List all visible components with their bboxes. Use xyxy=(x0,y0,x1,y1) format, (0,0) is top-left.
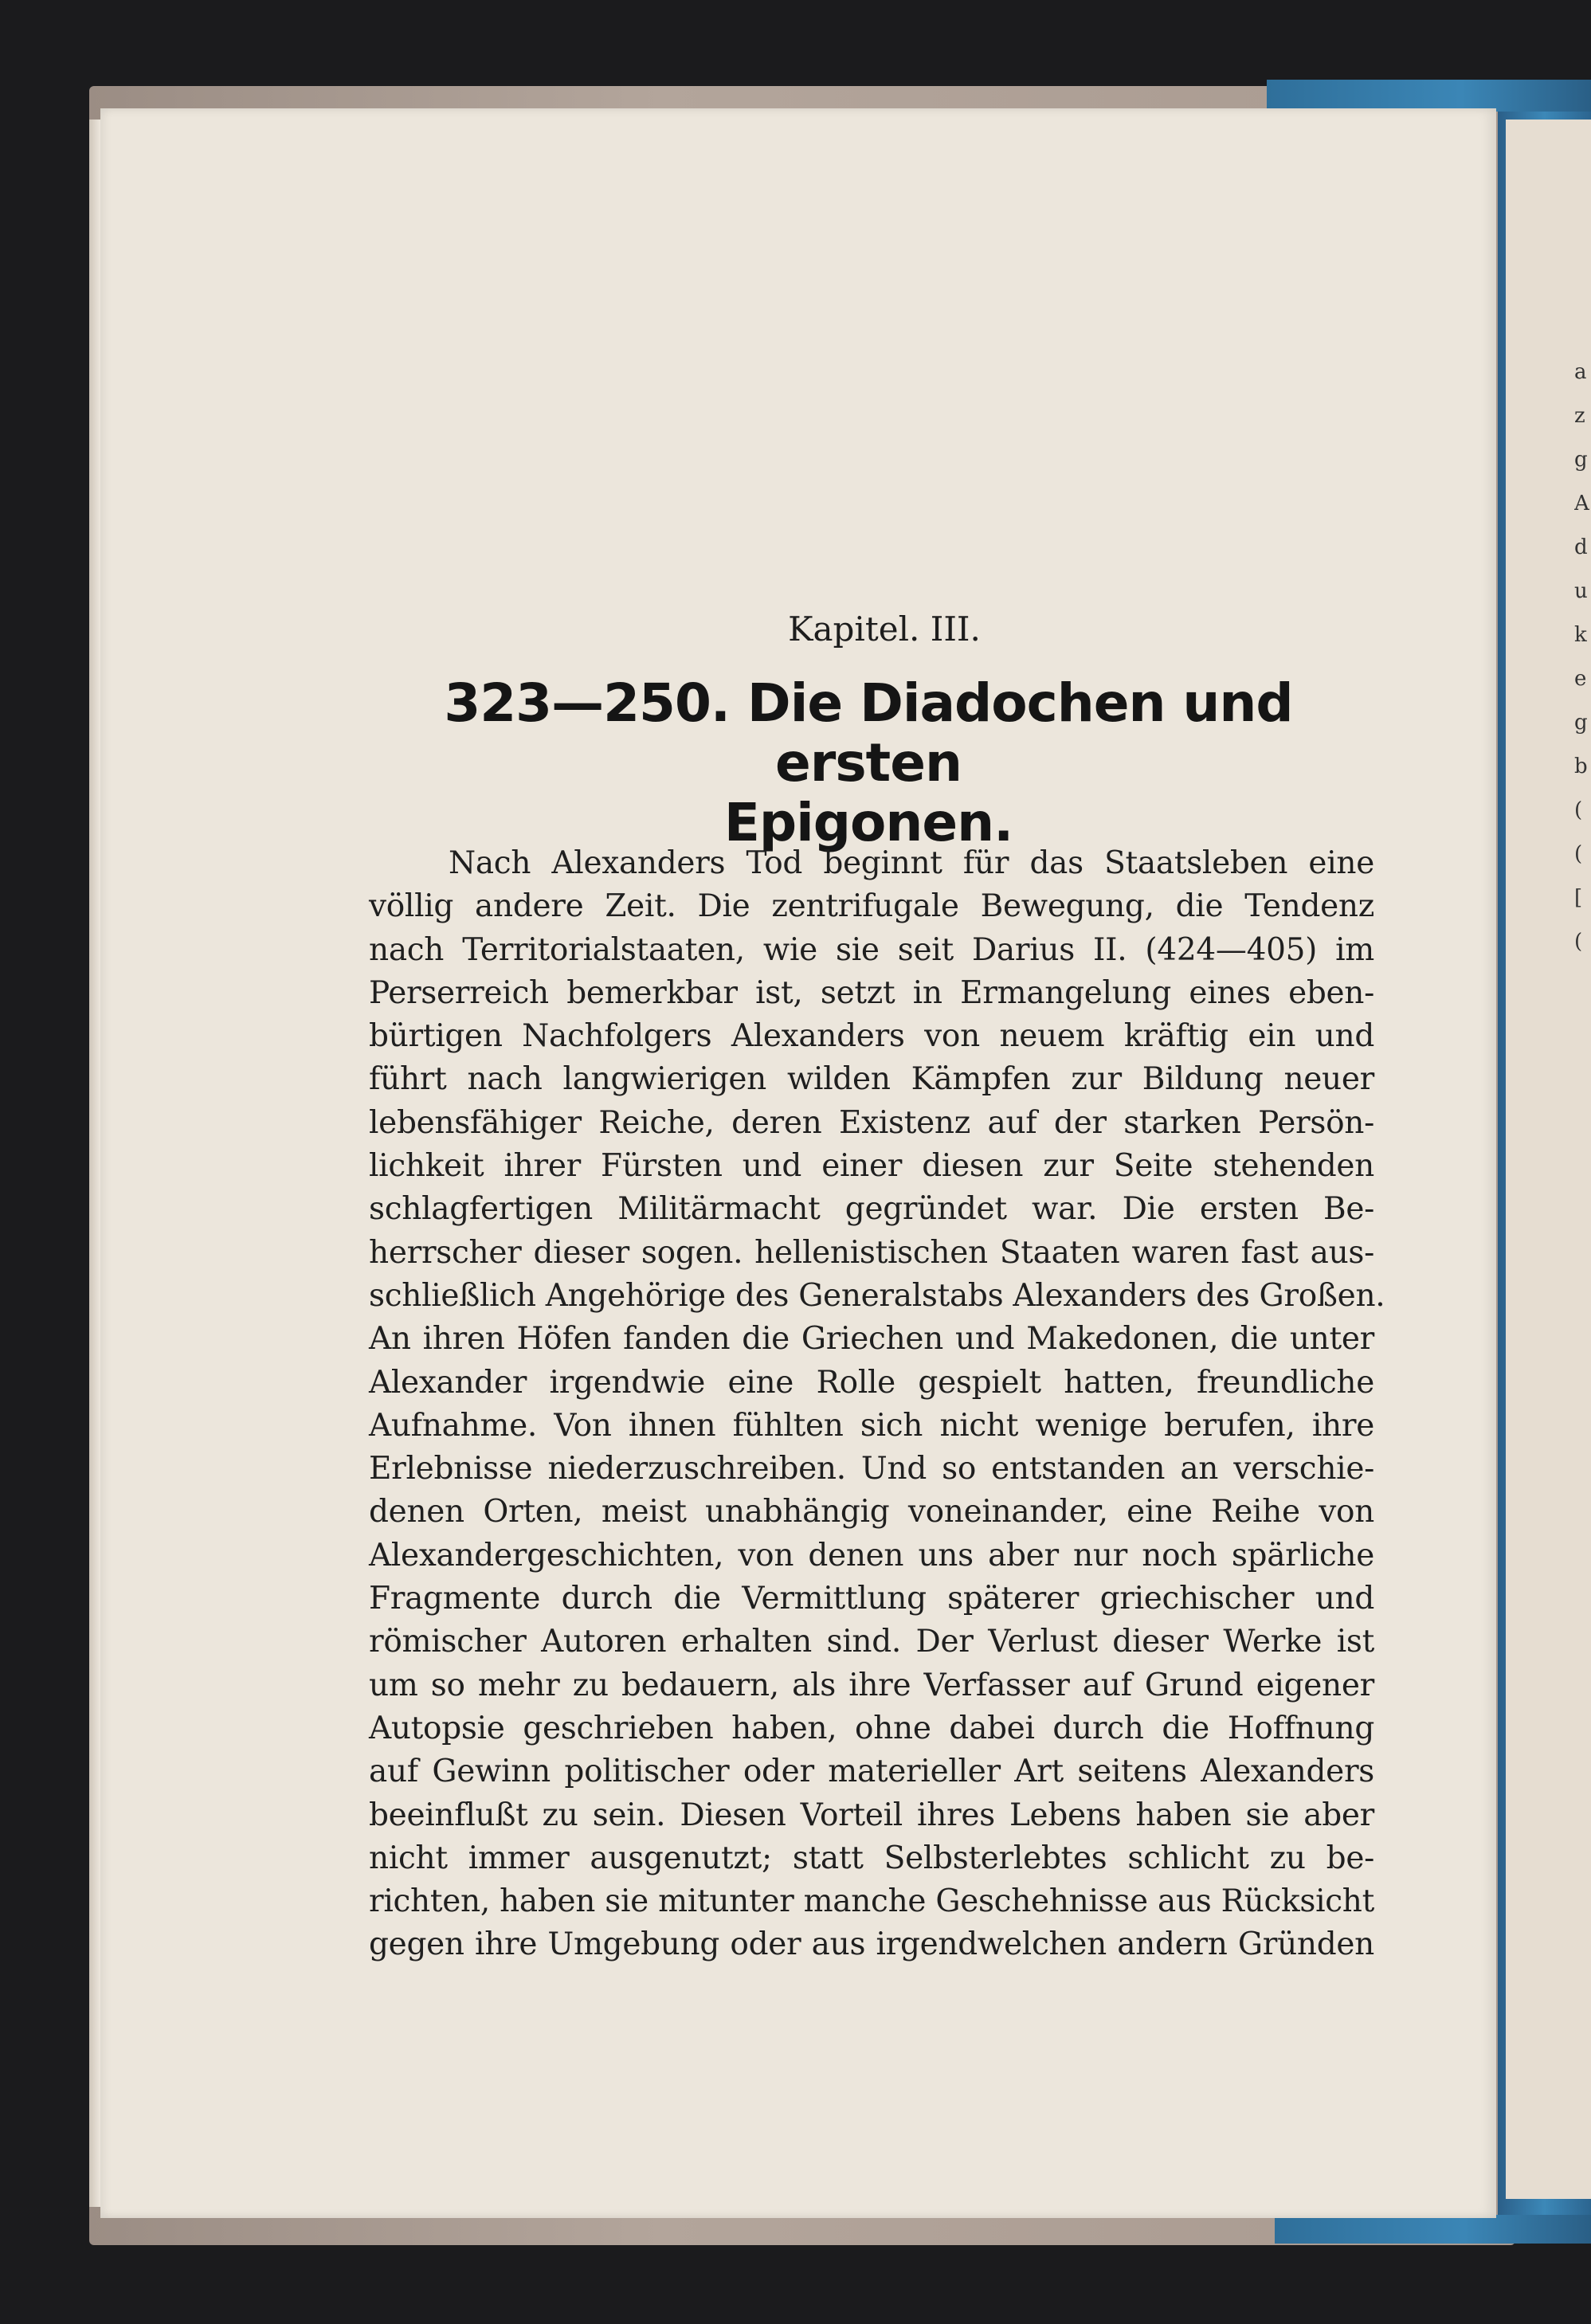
body-line: beeinflußt zu sein. Diesen Vorteil ihres Lebens haben sie aber xyxy=(369,1797,1374,1833)
body-line: Autopsie geschrieben haben, ohne dabei durch die Hoffnung xyxy=(369,1710,1374,1746)
body-line: Erlebnisse niederzuschreiben. Und so entstanden an verschie- xyxy=(369,1451,1374,1487)
body-line: lichkeit ihrer Fürsten und einer diesen zur Seite stehenden xyxy=(369,1148,1374,1185)
body-line: völlig andere Zeit. Die zentrifugale Bewegung, die Tendenz xyxy=(369,888,1374,925)
body-line: Aufnahme. Von ihnen fühlten sich nicht wenige berufen, ihre xyxy=(369,1407,1374,1444)
body-line: richten, haben sie mitunter manche Geschehnisse aus Rücksicht xyxy=(369,1883,1374,1920)
next-page-letter: ( xyxy=(1574,930,1583,954)
body-line: Alexandergeschichten, von denen uns aber nur noch spärliche xyxy=(369,1537,1374,1574)
next-page-letter: a xyxy=(1574,360,1587,384)
body-line: schlagfertigen Militärmacht gegründet war. Die ersten Be- xyxy=(369,1191,1374,1228)
body-line: schließlich Angehörige des Generalstabs Alexanders des Großen. xyxy=(369,1277,1385,1314)
chapter-label: Kapitel. III. xyxy=(788,609,981,649)
next-page-letter: k xyxy=(1574,623,1587,647)
chapter-title-line-1: 323—250. Die Diadochen und ersten xyxy=(444,672,1293,794)
body-line: Alexander irgendwie eine Rolle gespielt hatten, freundliche xyxy=(369,1364,1374,1401)
body-line: denen Orten, meist unabhängig voneinander, eine Reihe von xyxy=(369,1494,1374,1530)
body-text xyxy=(369,842,1385,1967)
body-line: gegen ihre Umgebung oder aus irgendwelchen andern Gründen xyxy=(369,1926,1374,1963)
chapter-title xyxy=(351,673,1386,852)
next-page-fragment xyxy=(1574,351,1591,964)
body-line: führt nach langwierigen wilden Kämpfen zur Bildung neuer xyxy=(369,1061,1374,1098)
board-cover-top xyxy=(1267,80,1591,112)
next-page-letter: e xyxy=(1574,667,1587,691)
chapter-title-line-2: Epigonen. xyxy=(723,792,1013,853)
body-line: nicht immer ausgenutzt; statt Selbsterlebtes schlicht zu be- xyxy=(369,1840,1374,1876)
body-line: An ihren Höfen fanden die Griechen und Makedonen, die unter xyxy=(369,1321,1374,1358)
next-page-letter: g xyxy=(1574,448,1588,472)
next-page-letter: ( xyxy=(1574,842,1583,866)
next-page-letter: [ xyxy=(1574,886,1583,910)
body-line: römischer Autoren erhalten sind. Der Verlust dieser Werke ist xyxy=(369,1624,1374,1660)
next-page-letter: d xyxy=(1574,535,1588,559)
body-line: auf Gewinn politischer oder materieller Art seitens Alexanders xyxy=(369,1754,1374,1790)
next-page-letter: g xyxy=(1574,711,1588,735)
body-line: Fragmente durch die Vermittlung späterer griechischer und xyxy=(369,1581,1374,1617)
next-page-letter: ( xyxy=(1574,798,1583,822)
body-line: lebensfähiger Reiche, deren Existenz auf der starken Persön- xyxy=(369,1104,1374,1141)
body-line: bürtigen Nachfolgers Alexanders von neuem kräftig ein und xyxy=(369,1018,1374,1055)
next-page-letter: b xyxy=(1574,754,1588,778)
next-page-letter: A xyxy=(1574,492,1589,515)
body-line: Perserreich bemerkbar ist, setzt in Ermangelung eines eben- xyxy=(369,974,1374,1011)
body-line: Nach Alexanders Tod beginnt für das Staatsleben eine xyxy=(449,845,1374,881)
body-line: nach Territorialstaaten, wie sie seit Darius II. (424—405) im xyxy=(369,931,1374,968)
next-page-letter: z xyxy=(1574,404,1585,428)
next-page-letter: u xyxy=(1574,579,1588,603)
body-line: herrscher dieser sogen. hellenistischen Staaten waren fast aus- xyxy=(369,1234,1374,1271)
body-line: um so mehr zu bedauern, als ihre Verfasser auf Grund eigener xyxy=(369,1667,1374,1703)
board-cover-bottom xyxy=(1275,2215,1591,2244)
